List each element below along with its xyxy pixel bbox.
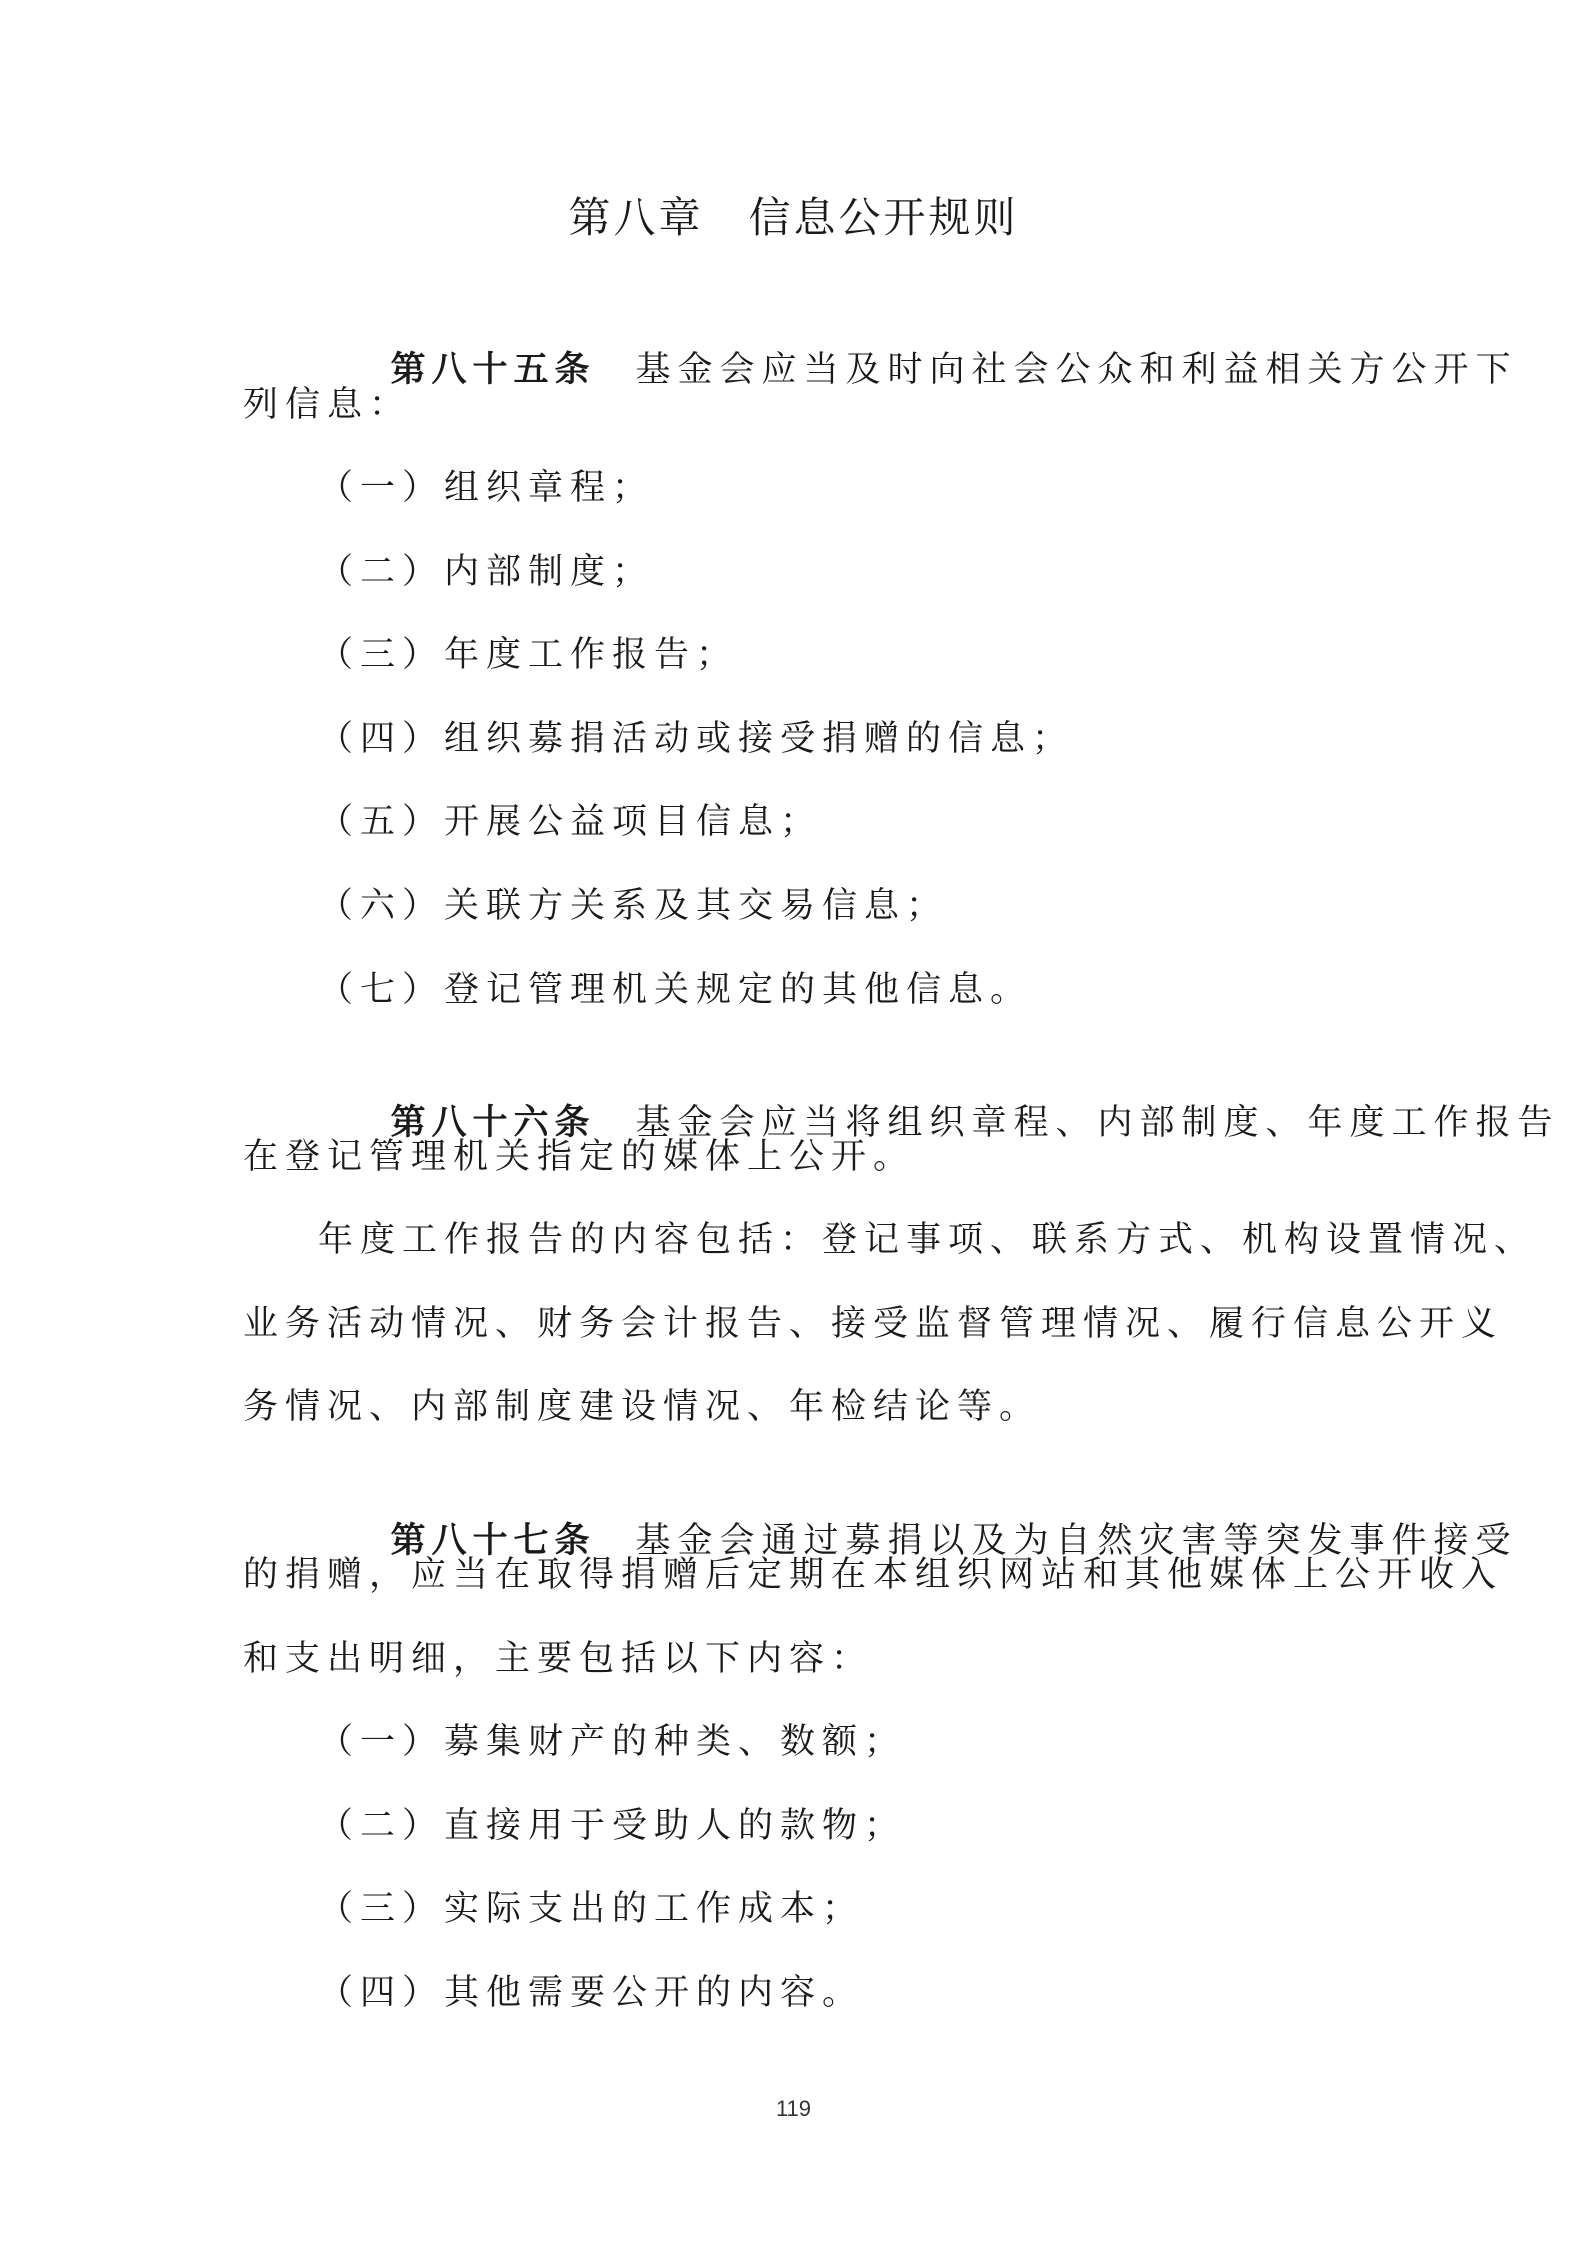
article-87-item-4: （四）其他需要公开的内容。: [318, 1973, 865, 2013]
article-85-line-2: 列信息：: [243, 385, 412, 425]
article-86-para2-line-1: 年度工作报告的内容包括：登记事项、联系方式、机构设置情况、: [318, 1220, 1537, 1260]
article-85-item-7: （七）登记管理机关规定的其他信息。: [318, 970, 1033, 1010]
article-87-item-1: （一）募集财产的种类、数额；: [318, 1722, 907, 1762]
article-85-item-4: （四）组织募捐活动或接受捐赠的信息；: [318, 719, 1075, 759]
article-87-item-3: （三）实际支出的工作成本；: [318, 1889, 865, 1929]
article-87-item-2: （二）直接用于受助人的款物；: [318, 1806, 907, 1846]
article-86-para2-line-3: 务情况、内部制度建设情况、年检结论等。: [243, 1387, 1042, 1427]
article-85-item-3: （三）年度工作报告；: [318, 635, 739, 675]
article-85-item-2: （二）内部制度；: [318, 552, 655, 592]
article-85-number: 第八十五条: [390, 350, 596, 390]
article-85-item-6: （六）关联方关系及其交易信息；: [318, 886, 949, 926]
article-86-number: 第八十六条: [390, 1103, 596, 1143]
article-87-line-3: 和支出明细，主要包括以下内容：: [243, 1639, 874, 1679]
article-86-para2-line-2: 业务活动情况、财务会计报告、接受监督管理情况、履行信息公开义: [243, 1304, 1504, 1344]
article-85-text: 基金会应当及时向社会公众和利益相关方公开下: [635, 350, 1518, 390]
chapter-title: 第八章 信息公开规则: [568, 193, 1019, 242]
article-85-item-1: （一）组织章程；: [318, 468, 655, 508]
article-87-text: 基金会通过募捐以及为自然灾害等突发事件接受: [635, 1521, 1518, 1561]
article-85-first-line: [318, 295, 1518, 445]
article-87-number: 第八十七条: [390, 1521, 596, 1561]
article-86-line-2: 在登记管理机关指定的媒体上公开。: [243, 1137, 916, 1177]
article-86-text: 基金会应当将组织章程、内部制度、年度工作报告: [635, 1103, 1560, 1143]
page-number: 119: [775, 2096, 812, 2121]
article-85-item-5: （五）开展公益项目信息；: [318, 802, 823, 842]
article-87-line-2: 的捐赠，应当在取得捐赠后定期在本组织网站和其他媒体上公开收入: [243, 1555, 1504, 1595]
